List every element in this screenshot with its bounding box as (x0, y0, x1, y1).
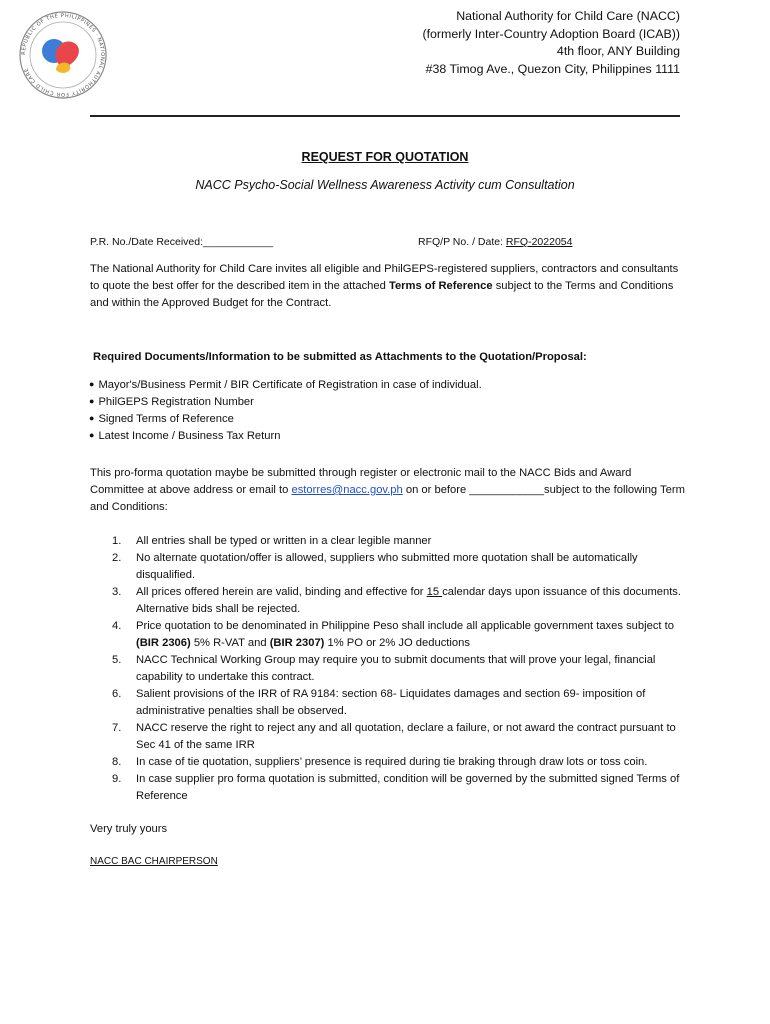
term-number: 4. (112, 620, 122, 632)
pr-number-line (90, 236, 273, 248)
term-number: 2. (112, 552, 122, 564)
term-item (90, 550, 690, 584)
required-docs-heading: Required Documents/Information to be submitted as Attachments to the Quotation/Proposal: (93, 351, 587, 363)
document-subtitle: NACC Psycho-Social Wellness Awareness Activity cum Consultation (195, 178, 575, 192)
intro-text-end: subject to the Terms and Conditions and within the Approved Budget for the Contract. (90, 280, 674, 309)
address-line: National Authority for Child Care (NACC) (456, 9, 680, 23)
address-line: #38 Timog Ave., Quezon City, Philippines 1111 (425, 61, 680, 76)
term-item (90, 754, 690, 771)
submission-paragraph (90, 465, 685, 516)
term-item (90, 771, 690, 805)
rfq-label: RFQ/P No. / Date: (418, 236, 506, 248)
term-text: No alternate quotation/offer is allowed, suppliers who submitted more quotation shall be automatically disqualified. (136, 552, 638, 581)
term-number: 8. (112, 756, 122, 768)
term-text: All prices offered herein are valid, binding and effective for (136, 586, 427, 598)
list-item: ● Mayor's/Business Permit / BIR Certificate of Registration in case of individual. (89, 377, 482, 394)
closing-salutation: Very truly yours (90, 823, 168, 835)
term-number: 1. (112, 535, 122, 547)
term-item (90, 618, 690, 652)
signatory-title: NACC BAC CHAIRPERSON (90, 856, 218, 867)
term-number: 3. (112, 586, 122, 598)
list-item: ● Latest Income / Business Tax Return (89, 428, 482, 445)
term-text-mid: 5% R-VAT and (190, 637, 270, 649)
list-item: ● Signed Terms of Reference (89, 411, 482, 428)
term-item (90, 720, 690, 754)
rfq-number-line (418, 236, 572, 248)
nacc-seal-logo (18, 10, 108, 100)
list-item: ● PhilGEPS Registration Number (89, 394, 482, 411)
pr-label: P.R. No./Date Received: (90, 236, 204, 248)
term-item (90, 686, 690, 720)
submission-text-end: subject to the following Term and Conditions: (90, 484, 685, 513)
address-line: 4th floor, ANY Building (556, 44, 680, 58)
term-text-end: calendar days upon issuance of this documents. Alternative bids shall be rejected. (136, 586, 682, 615)
rfq-value: RFQ-2022054 (505, 236, 573, 248)
deadline-blank: ____________ (469, 484, 544, 496)
pr-blank: ____________ (203, 236, 274, 248)
required-docs-list (89, 377, 482, 445)
submission-text-mid: on or before (402, 484, 470, 496)
terms-of-reference-bold: Terms of Reference (388, 280, 493, 292)
term-text-end: 1% PO or 2% JO deductions (324, 637, 470, 649)
submission-text: This pro-forma quotation maybe be submitted through register or electronic mail to the NACC Bids and Award Committee at above address or email to (90, 467, 632, 496)
bir-2307-bold: (BIR 2307) (269, 637, 325, 649)
term-item (90, 584, 690, 618)
bir-2306-bold: (BIR 2306) (136, 637, 191, 649)
letterhead-address (422, 8, 680, 78)
term-text: All entries shall be typed or written in a clear legible manner (136, 535, 432, 547)
address-line: (formerly Inter-Country Adoption Board (ICAB)) (422, 26, 680, 41)
terms-list (90, 533, 690, 805)
term-number: 5. (112, 654, 122, 666)
term-item (90, 652, 690, 686)
term-number: 9. (112, 773, 122, 785)
term-text: Salient provisions of the IRR of RA 9184: section 68- Liquidates damages and section 69- imposition of administrative penalties shall be observed. (136, 688, 646, 717)
seal-ring-text: REPUBLIC OF THE PHILIPPINES · NATIONAL AUTHORITY FOR CHILD CARE (20, 12, 106, 98)
term-number: 7. (112, 722, 122, 734)
term-item (90, 533, 690, 550)
intro-text: The National Authority for Child Care invites all eligible and PhilGEPS-registered suppliers, contractors and consultants to quote the best offer for the described item in the attached (90, 263, 679, 292)
term-text: NACC Technical Working Group may require you to submit documents that will prove your legal, financial capability to undertake this contract. (136, 654, 656, 683)
email-link[interactable]: estorres@nacc.gov.ph (291, 484, 403, 496)
term-number: 6. (112, 688, 122, 700)
document-title: REQUEST FOR QUOTATION (301, 150, 469, 164)
validity-days: 15 (426, 586, 443, 598)
term-text: Price quotation to be denominated in Philippine Peso shall include all applicable government taxes subject to (136, 620, 674, 632)
term-text: In case of tie quotation, suppliers’ presence is required during tie braking through draw lots or toss coin. (136, 756, 648, 768)
term-text: In case supplier pro forma quotation is submitted, condition will be governed by the submitted signed Terms of Reference (136, 773, 680, 802)
term-text: NACC reserve the right to reject any and all quotation, declare a failure, or not award the contract pursuant to Sec 41 of the same IRR (136, 722, 676, 751)
intro-paragraph (90, 261, 685, 312)
header-divider (90, 115, 680, 117)
